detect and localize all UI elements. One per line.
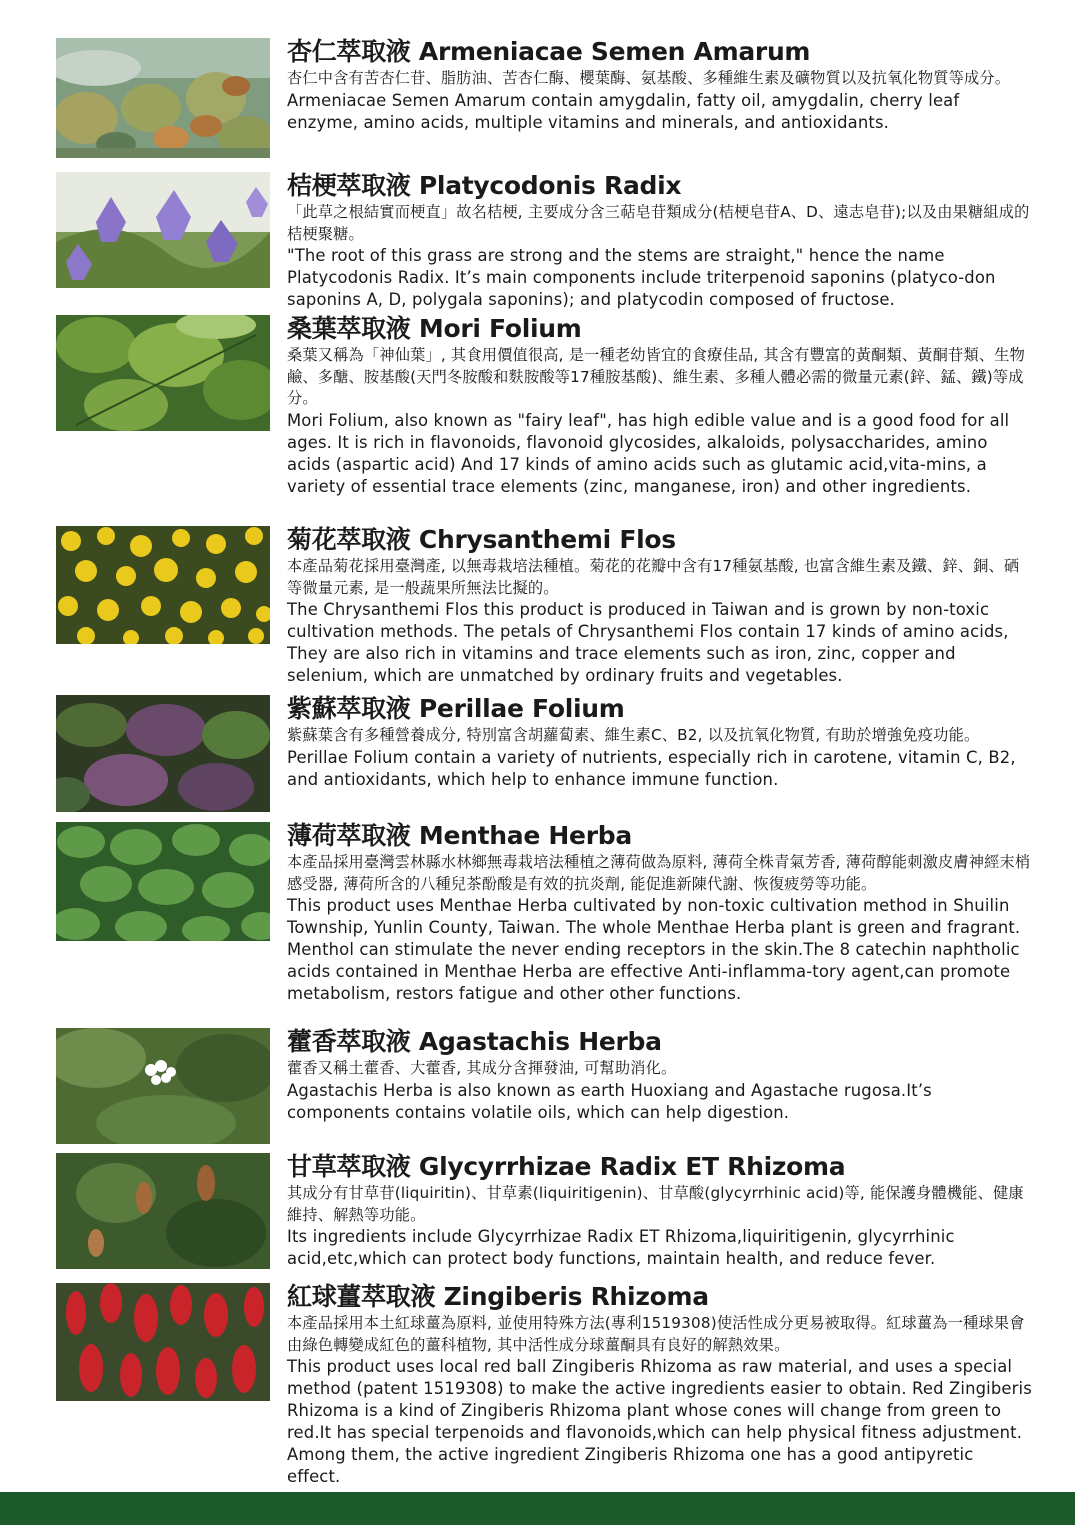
herb-description-en: Mori Folium, also known as "fairy leaf", has high edible value and is a good food for all ages. It is rich in flavonoids, flavonoid glycosides, alkaloids, polysaccharides, amino acids (aspartic acid) And 17 kinds of amino acids such as glutamic acid,vita-mins, a variety of essential trace elements (zinc, manganese, iron) and other ingredients. [287,410,1010,496]
herb-description-en: Armeniacae Semen Amarum contain amygdalin, fatty oil, amygdalin, cherry leaf enzyme, amino acids, multiple vitamins and minerals, and antioxidants. [287,90,960,132]
footer-bar [0,1492,1075,1525]
herb-text-block [287,315,1032,498]
licorice-image [56,1153,270,1269]
herb-description-en: Its ingredients include Glycyrrhizae Radix ET Rhizoma,liquiritigenin, glycyrrhinic acid,etc,which can protect body functions, maintain health, and reduce fever. [287,1227,955,1268]
herb-description-en: This product uses Menthae Herba cultivated by non-toxic cultivation method in Shuilin Township, Yunlin County, Taiwan. The whole Menthae Herba plant is green and fragrant. Menthol can stimulate the never ending receptors in the skin.The 8 catechin naphtholic acids contained in Menthae Herba are effective Anti-inflamma-tory agent,can promote metabolism, restors fatigue and other other functions. [287,896,1021,1003]
herb-description-en: Agastachis Herba is also known as earth Huoxiang and Agastache rugosa.It’s components contains volatile oils, which can help digestion. [287,1080,932,1122]
herb-description-zh: 杏仁中含有苦杏仁苷、脂肪油、苦杏仁酶、櫻葉酶、氨基酸、多種維生素及礦物質以及抗氧化物質等成分。 [287,69,1011,87]
herb-title: 薄荷萃取液 Menthae Herba [287,821,632,850]
herb-text-block [287,1028,1032,1124]
mint-leaves-image [56,822,270,941]
herb-title: 桑葉萃取液 Mori Folium [287,314,582,343]
herb-description-en: The Chrysanthemi Flos this product is produced in Taiwan and is grown by non-toxic cultivation methods. The petals of Chrysanthemi Flos contain 17 kinds of amino acids, They are also rich in vitamins and trace elements such as iron, zinc, copper and selenium, which are unmatched by ordinary fruits and vegetables. [287,600,1009,685]
chrysanthemum-image [56,526,270,644]
herb-title: 藿香萃取液 Agastachis Herba [287,1027,662,1056]
herb-title: 紅球薑萃取液 Zingiberis Rhizoma [287,1282,709,1311]
herb-description-zh: 桑葉又稱為「神仙葉」, 其食用價值很高, 是一種老幼皆宜的食療佳品, 其含有豐富的黃酮類、黃酮苷類、生物鹼、多醣、胺基酸(天門冬胺酸和麩胺酸等17種胺基酸)、維生素、多種人體必需的微量元素(鋅、錳、鐵)等成分。 [287,346,1025,407]
herb-text-block [287,172,1032,311]
herb-description-en: This product uses local red ball Zingiberis Rhizoma as raw material, and uses a special method (patent 1519308) to make the active ingredients easier to obtain. Red Zingiberis Rhizoma is a kind of Zingiberis Rhizoma plant whose cones will change from green to red.It has special terpenoids and flavonoids,which can help physical fitness adjustment. Among them, the active ingredient Zingiberis Rhizoma one has a good antipyretic effect. [287,1357,1032,1486]
red-ginger-image [56,1283,270,1401]
herb-description-en: "The root of this grass are strong and the stems are straight," hence the name Platycodonis Radix. It’s main components include triterpenoid saponins (platyco-don saponins A, D, polygala saponins); and platycodin composed of fructose. [287,246,996,309]
herb-description-zh: 本產品菊花採用臺灣產, 以無毒栽培法種植。菊花的花瓣中含有17種氨基酸, 也富含維生素及鐵、鋅、銅、硒等微量元素, 是一般蔬果所無法比擬的。 [287,557,1020,597]
agastache-image [56,1028,270,1144]
herb-description-zh: 藿香又稱土藿香、大藿香, 其成分含揮發油, 可幫助消化。 [287,1059,677,1077]
herb-text-block [287,1153,1032,1270]
herb-description-zh: 本產品採用本土紅球薑為原料, 並使用特殊方法(專利1519308)使活性成分更易被取得。紅球薑為一種球果會由綠色轉變成紅色的薑科植物, 其中活性成分球薑酮具有良好的解熱效果。 [287,1314,1025,1354]
herb-title: 菊花萃取液 Chrysanthemi Flos [287,525,676,554]
herb-description-en: Perillae Folium contain a variety of nutrients, especially rich in carotene, vitamin C, B2, and antioxidants, which help to enhance immune function. [287,747,1016,789]
apricot-kernels-image [56,38,270,158]
herb-text-block [287,695,1032,791]
herb-text-block [287,1283,1032,1488]
herb-text-block [287,38,1032,134]
herb-title: 紫蘇萃取液 Perillae Folium [287,694,625,723]
herb-description-zh: 其成分有甘草苷(liquiritin)、甘草素(liquiritigenin)、甘草酸(glycyrrhinic acid)等, 能保護身體機能、健康維持、解熱等功能。 [287,1184,1024,1224]
herb-title: 甘草萃取液 Glycyrrhizae Radix ET Rhizoma [287,1152,846,1181]
herb-text-block [287,526,1032,687]
herb-title: 杏仁萃取液 Armeniacae Semen Amarum [287,37,811,66]
herb-description-zh: 「此草之根結實而梗直」故名桔梗, 主要成分含三萜皂苷類成分(桔梗皂苷A、D、遠志皂苷);以及由果糖組成的桔梗聚糖。 [287,203,1030,243]
herb-text-block [287,822,1032,1005]
balloon-flower-image [56,172,270,288]
mulberry-leaves-image [56,315,270,431]
perilla-leaves-image [56,695,270,812]
herb-description-zh: 紫蘇葉含有多種營養成分, 特別富含胡蘿蔔素、維生素C、B2, 以及抗氧化物質, 有助於增強免疫功能。 [287,726,980,744]
herb-title: 桔梗萃取液 Platycodonis Radix [287,171,682,200]
herb-description-zh: 本產品採用臺灣雲林縣水林鄉無毒栽培法種植之薄荷做為原料, 薄荷全株青氣芳香, 薄荷醇能刺激皮膚神經末梢感受器, 薄荷所含的八種兒茶酚酸是有效的抗炎劑, 能促進新陳代謝、恢復疲勞等功能。 [287,853,1031,893]
